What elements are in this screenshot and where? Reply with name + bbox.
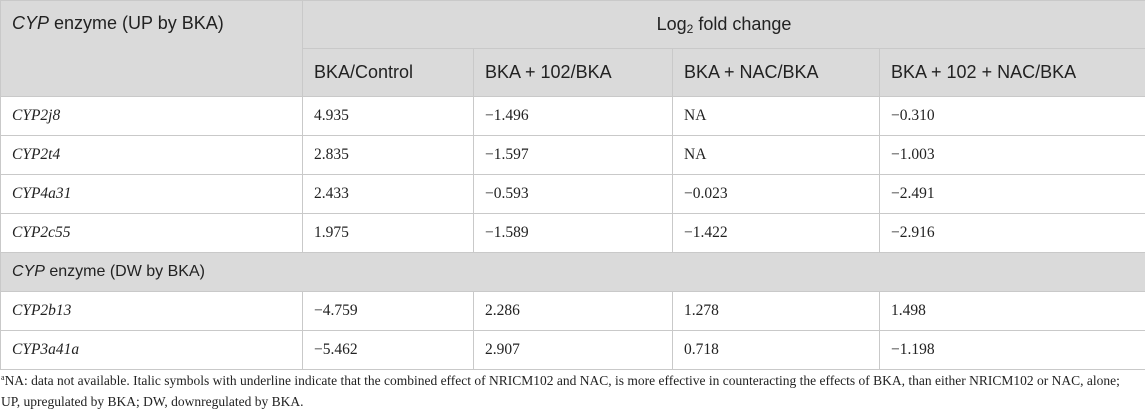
col-header-bka-control: BKA/Control <box>303 49 474 97</box>
table-row <box>1 97 1145 136</box>
value-cell: −2.491 <box>880 175 1145 214</box>
value-cell: 2.907 <box>474 331 673 370</box>
value-cell: 2.433 <box>303 175 474 214</box>
table-row <box>1 214 1145 253</box>
footnote-marker: a <box>1 373 5 382</box>
gene-name: CYP2j8 <box>1 97 303 136</box>
gene-name: CYP2t4 <box>1 136 303 175</box>
col-header-bka-102: BKA + 102/BKA <box>474 49 673 97</box>
gene-name: CYP4a31 <box>1 175 303 214</box>
value-cell: −0.023 <box>673 175 880 214</box>
value-cell: −1.198 <box>880 331 1145 370</box>
value-cell: −0.310 <box>880 97 1145 136</box>
value-cell: −0.593 <box>474 175 673 214</box>
value-cell: −5.462 <box>303 331 474 370</box>
col-header-bka-102-nac: BKA + 102 + NAC/BKA <box>880 49 1145 97</box>
value-cell: −1.422 <box>673 214 880 253</box>
enzyme-column-header <box>1 1 303 97</box>
log2-fold-change-header: Log$_2$ fold change <box>303 1 1145 49</box>
value-cell: 4.935 <box>303 97 474 136</box>
section-label: CYP enzyme (DW by BKA) <box>1 253 1145 292</box>
section-row-downregulated <box>1 253 1145 292</box>
gene-name: CYP2c55 <box>1 214 303 253</box>
gene-name: CYP2b13 <box>1 292 303 331</box>
table-row <box>1 292 1145 331</box>
col-header-bka-nac: BKA + NAC/BKA <box>673 49 880 97</box>
value-cell: −1.589 <box>474 214 673 253</box>
value-cell: 2.286 <box>474 292 673 331</box>
value-cell: −2.916 <box>880 214 1145 253</box>
value-cell: NA <box>673 136 880 175</box>
table-row <box>1 331 1145 370</box>
header-row-top <box>1 1 1145 49</box>
value-cell: 2.835 <box>303 136 474 175</box>
value-cell: −1.597 <box>474 136 673 175</box>
value-cell: −4.759 <box>303 292 474 331</box>
header-enzyme-label: enzyme (UP by BKA) <box>49 13 224 33</box>
table-row <box>1 136 1145 175</box>
gene-name: CYP3a41a <box>1 331 303 370</box>
value-cell: 1.278 <box>673 292 880 331</box>
value-cell: 1.975 <box>303 214 474 253</box>
value-cell: −1.496 <box>474 97 673 136</box>
value-cell: −1.003 <box>880 136 1145 175</box>
table-footnote <box>1 370 1141 412</box>
value-cell: NA <box>673 97 880 136</box>
table-row <box>1 175 1145 214</box>
footnote-text: NA: data not available. Italic symbols with underline indicate that the combined effect of NRICM102 and NAC, is more effective in counteracting the effects of BKA, than either NRICM102 or NAC, alone; UP, upregulated by BKA; DW, downregulated by BKA. <box>1 373 1120 409</box>
value-cell: 0.718 <box>673 331 880 370</box>
header-cyp-italic: CYP <box>12 13 50 33</box>
value-cell: 1.498 <box>880 292 1145 331</box>
